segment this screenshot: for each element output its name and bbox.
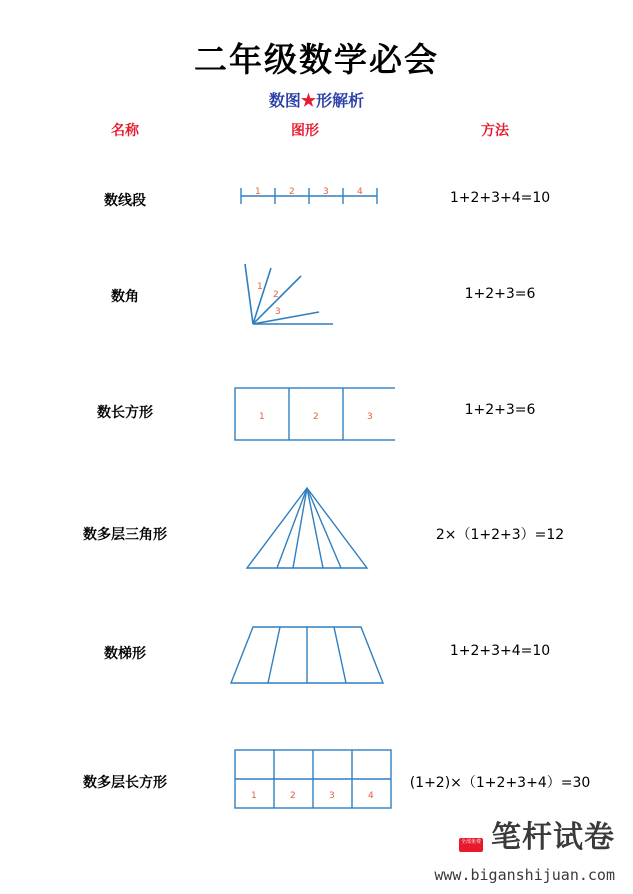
- row-method-2: 1+2+3=6: [464, 402, 536, 418]
- figure-label-0-2: 3: [323, 187, 329, 197]
- row-name-2: 数长方形: [97, 405, 153, 421]
- figure-label-5-0: 1: [251, 791, 257, 801]
- star-icon: ★: [300, 91, 317, 111]
- page-title: 二年级数学必会: [194, 40, 439, 79]
- row-shape-1: [215, 250, 395, 350]
- layered-triangle-figure: [215, 480, 395, 580]
- row-method-5: (1+2)×（1+2+3+4）=30: [409, 775, 591, 791]
- subtitle-left-text: 数图: [268, 91, 301, 110]
- row-shape-5: [215, 740, 395, 820]
- row-shape-0: [215, 174, 395, 214]
- page-subtitle: [0, 88, 633, 111]
- row-method-1: 1+2+3=6: [464, 286, 536, 302]
- row-shape-2: [215, 378, 395, 450]
- row-method-3: 2×（1+2+3）=12: [435, 527, 565, 543]
- figure-label-2-0: 1: [259, 412, 265, 422]
- row-name-1: 数角: [111, 289, 139, 305]
- figure-label-5-1: 2: [290, 791, 296, 801]
- row-name-5: 数多层长方形: [83, 775, 167, 791]
- table-header-row: [0, 120, 633, 142]
- figure-label-2-1: 2: [313, 412, 319, 422]
- brand-url: www.biganshijuan.com: [434, 866, 615, 884]
- row-method-4: 1+2+3+4=10: [449, 643, 551, 659]
- column-header-method: 方法: [481, 123, 509, 139]
- figure-label-2-2: 3: [367, 412, 373, 422]
- row-method-0: 1+2+3+4=10: [449, 190, 551, 206]
- figure-label-1-1: 2: [273, 290, 279, 300]
- segment-ruler-figure: [215, 174, 395, 214]
- table-row: [0, 730, 633, 820]
- table-row: [0, 480, 633, 580]
- trapezoid-divided-figure: [215, 617, 395, 697]
- table-row: [0, 370, 633, 450]
- row-shape-3: [215, 480, 395, 580]
- subtitle-right-text: 形解析: [316, 91, 365, 110]
- free-badge: 全部免费: [459, 838, 483, 852]
- layered-rectangle-figure: [215, 740, 395, 820]
- figure-label-5-2: 3: [329, 791, 335, 801]
- row-name-3: 数多层三角形: [83, 527, 167, 543]
- figure-label-5-3: 4: [368, 791, 374, 801]
- table-row: [0, 160, 633, 240]
- table-row: [0, 250, 633, 350]
- table-row: [0, 605, 633, 695]
- row-shape-4: [215, 617, 395, 697]
- angles-fan-figure: [215, 250, 395, 350]
- figure-label-0-3: 4: [357, 187, 363, 197]
- figure-label-1-2: 3: [275, 307, 281, 317]
- column-header-shape: 图形: [291, 123, 319, 139]
- figure-label-0-1: 2: [289, 187, 295, 197]
- figure-label-1-0: 1: [257, 282, 263, 292]
- column-header-name: 名称: [111, 123, 139, 139]
- figure-label-0-0: 1: [255, 187, 261, 197]
- row-name-4: 数梯形: [104, 646, 146, 662]
- brand-name: 笔杆试卷: [491, 820, 615, 855]
- row-name-0: 数线段: [104, 193, 146, 209]
